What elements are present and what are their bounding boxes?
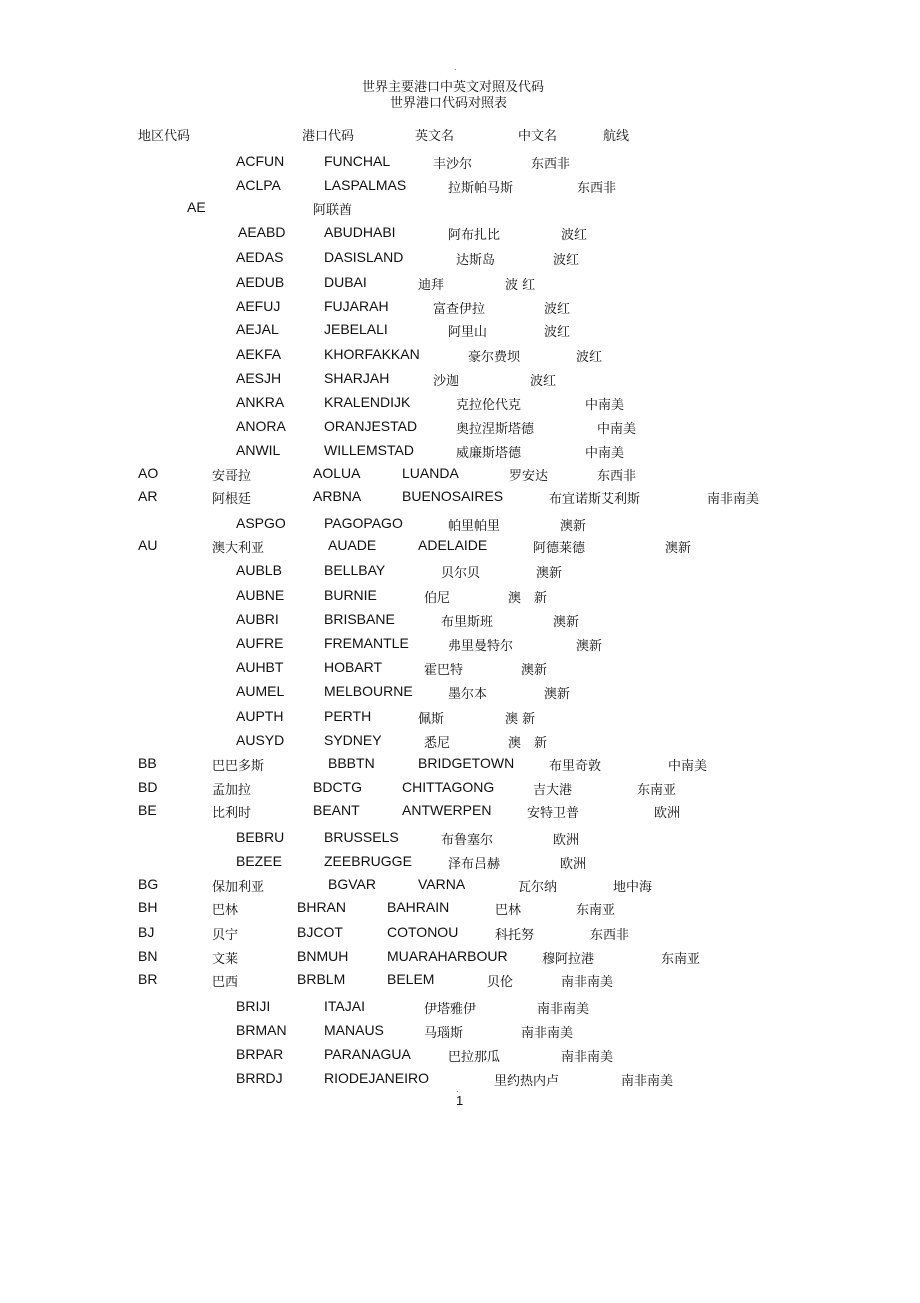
region-name: 澳大利亚 [212, 541, 265, 556]
region-name: 巴林 [212, 903, 239, 918]
port-code: AEJAL [236, 321, 279, 337]
route-name: 南非南美 [537, 1002, 590, 1017]
port-code: BEBRU [236, 829, 285, 845]
route-name: 东南亚 [661, 952, 701, 967]
route-name: 澳新 [553, 615, 580, 630]
route-name: 澳 新 [508, 591, 548, 606]
chinese-name: 伯尼 [424, 591, 451, 606]
region-code: BD [138, 779, 158, 795]
region-name: 保加利亚 [212, 880, 265, 895]
region-code: BH [138, 899, 158, 915]
english-name: BELLBAY [324, 562, 386, 578]
chinese-name: 弗里曼特尔 [448, 639, 514, 654]
chinese-name: 泽布吕赫 [448, 857, 501, 872]
chinese-name: 罗安达 [509, 469, 549, 484]
chinese-name: 布鲁塞尔 [441, 833, 494, 848]
route-name: 波红 [561, 228, 588, 243]
document-title: 世界主要港口中英文对照及代码 [362, 80, 545, 95]
port-code: BGVAR [328, 876, 376, 892]
header-port-code: 港口代码 [302, 129, 355, 144]
port-code: BEZEE [236, 853, 282, 869]
english-name: BRIDGETOWN [418, 755, 515, 771]
chinese-name: 丰沙尔 [433, 157, 473, 172]
chinese-name: 阿里山 [448, 325, 488, 340]
route-name: 南非南美 [621, 1074, 674, 1089]
route-name: 中南美 [585, 398, 625, 413]
english-name: FUJARAH [324, 298, 389, 314]
chinese-name: 佩斯 [418, 712, 445, 727]
chinese-name: 富查伊拉 [433, 302, 486, 317]
english-name: BURNIE [324, 587, 377, 603]
header-route: 航线 [603, 129, 630, 144]
english-name: WILLEMSTAD [324, 442, 414, 458]
english-name: ADELAIDE [418, 537, 488, 553]
port-code: ANORA [236, 418, 286, 434]
page-mark: . [456, 1084, 459, 1094]
chinese-name: 拉斯帕马斯 [448, 181, 514, 196]
port-code: AUFRE [236, 635, 284, 651]
region-code: BB [138, 755, 157, 771]
chinese-name: 奥拉涅斯塔德 [456, 422, 535, 437]
chinese-name: 阿布扎比 [448, 228, 501, 243]
route-name: 东西非 [597, 469, 637, 484]
chinese-name: 布里斯班 [441, 615, 494, 630]
chinese-name: 贝尔贝 [441, 566, 481, 581]
chinese-name: 帕里帕里 [448, 519, 501, 534]
header-chinese-name: 中文名 [518, 129, 558, 144]
port-code: AUSYD [236, 732, 285, 748]
chinese-name: 里约热内卢 [494, 1074, 560, 1089]
chinese-name: 阿德莱德 [533, 541, 586, 556]
route-name: 东西非 [590, 928, 630, 943]
region-code: AO [138, 465, 159, 481]
chinese-name: 霍巴特 [424, 663, 464, 678]
port-code: BJCOT [297, 924, 343, 940]
chinese-name: 沙迦 [433, 374, 460, 389]
header-region-code: 地区代码 [138, 129, 191, 144]
route-name: 南非南美 [707, 492, 760, 507]
route-name: 波红 [544, 325, 571, 340]
english-name: BRUSSELS [324, 829, 399, 845]
route-name: 波 红 [505, 278, 536, 293]
english-name: DASISLAND [324, 249, 404, 265]
region-name: 比利时 [212, 806, 252, 821]
route-name: 南非南美 [521, 1026, 574, 1041]
region-name: 安哥拉 [212, 469, 252, 484]
chinese-name: 布宜诺斯艾利斯 [549, 492, 641, 507]
port-code: BRPAR [236, 1046, 284, 1062]
port-code: BRIJI [236, 998, 271, 1014]
route-name: 澳 新 [508, 736, 548, 751]
chinese-name: 威廉斯塔德 [456, 446, 522, 461]
port-code: BRBLM [297, 971, 346, 987]
region-code: BE [138, 802, 157, 818]
english-name: MANAUS [324, 1022, 384, 1038]
port-code: AUBRI [236, 611, 279, 627]
port-code: AEDUB [236, 274, 285, 290]
english-name: JEBELALI [324, 321, 388, 337]
route-name: 南非南美 [561, 1050, 614, 1065]
route-name: 波红 [544, 302, 571, 317]
english-name: ABUDHABI [324, 224, 396, 240]
route-name: 东南亚 [637, 783, 677, 798]
chinese-name: 科托努 [495, 928, 535, 943]
chinese-name: 马瑙斯 [424, 1026, 464, 1041]
chinese-name: 贝伦 [487, 975, 514, 990]
english-name: SHARJAH [324, 370, 390, 386]
english-name: BUENOSAIRES [402, 488, 504, 504]
chinese-name: 豪尔费坝 [468, 350, 521, 365]
route-name: 澳 新 [505, 712, 536, 727]
route-name: 波红 [553, 253, 580, 268]
port-code: ARBNA [313, 488, 362, 504]
chinese-name: 穆阿拉港 [542, 952, 595, 967]
region-name: 贝宁 [212, 928, 239, 943]
english-name: FREMANTLE [324, 635, 409, 651]
english-name: PAGOPAGO [324, 515, 403, 531]
region-name: 孟加拉 [212, 783, 252, 798]
port-code: BHRAN [297, 899, 347, 915]
port-code: AEDAS [236, 249, 284, 265]
port-code: AUMEL [236, 683, 285, 699]
chinese-name: 迪拜 [418, 278, 445, 293]
region-name: 阿联酋 [313, 203, 353, 218]
route-name: 澳新 [536, 566, 563, 581]
port-code: AEFUJ [236, 298, 281, 314]
port-code: BRMAN [236, 1022, 287, 1038]
chinese-name: 达斯岛 [456, 253, 496, 268]
port-code: AUADE [328, 537, 377, 553]
port-code: BRRDJ [236, 1070, 283, 1086]
port-code: AESJH [236, 370, 282, 386]
english-name: CHITTAGONG [402, 779, 495, 795]
chinese-name: 伊塔雅伊 [424, 1002, 477, 1017]
region-code: AR [138, 488, 158, 504]
english-name: ZEEBRUGGE [324, 853, 412, 869]
english-name: KRALENDIJK [324, 394, 411, 410]
region-name: 阿根廷 [212, 492, 252, 507]
english-name: SYDNEY [324, 732, 382, 748]
port-code: BEANT [313, 802, 360, 818]
header-english-name: 英文名 [415, 129, 455, 144]
port-code: AEABD [238, 224, 286, 240]
port-code: AUBNE [236, 587, 285, 603]
english-name: RIODEJANEIRO [324, 1070, 430, 1086]
port-code: AEKFA [236, 346, 282, 362]
port-code: ANWIL [236, 442, 281, 458]
route-name: 欧洲 [654, 806, 681, 821]
english-name: LASPALMAS [324, 177, 407, 193]
top-mark: . [454, 62, 457, 72]
english-name: MUARAHARBOUR [387, 948, 508, 964]
route-name: 南非南美 [561, 975, 614, 990]
english-name: BAHRAIN [387, 899, 450, 915]
port-code: AUPTH [236, 708, 284, 724]
chinese-name: 安特卫普 [527, 806, 580, 821]
chinese-name: 克拉伦代克 [456, 398, 522, 413]
route-name: 地中海 [613, 880, 653, 895]
port-code: ACLPA [236, 177, 281, 193]
port-code: AUBLB [236, 562, 282, 578]
english-name: BRISBANE [324, 611, 395, 627]
region-code: BR [138, 971, 158, 987]
route-name: 中南美 [585, 446, 625, 461]
route-name: 东南亚 [576, 903, 616, 918]
port-code: BDCTG [313, 779, 362, 795]
region-name: 巴西 [212, 975, 239, 990]
route-name: 澳新 [576, 639, 603, 654]
chinese-name: 巴林 [495, 903, 522, 918]
english-name: ITAJAI [324, 998, 365, 1014]
route-name: 澳新 [521, 663, 548, 678]
route-name: 欧洲 [560, 857, 587, 872]
english-name: BELEM [387, 971, 435, 987]
route-name: 澳新 [665, 541, 692, 556]
region-code: BN [138, 948, 158, 964]
english-name: COTONOU [387, 924, 459, 940]
port-code: ASPGO [236, 515, 286, 531]
route-name: 中南美 [597, 422, 637, 437]
region-name: 巴巴多斯 [212, 759, 265, 774]
document-subtitle: 世界港口代码对照表 [390, 96, 508, 111]
english-name: VARNA [418, 876, 466, 892]
region-code: AE [187, 199, 206, 215]
route-name: 波红 [530, 374, 557, 389]
chinese-name: 瓦尔纳 [518, 880, 558, 895]
region-name: 文莱 [212, 952, 239, 967]
route-name: 东西非 [577, 181, 617, 196]
route-name: 中南美 [668, 759, 708, 774]
chinese-name: 悉尼 [424, 736, 451, 751]
chinese-name: 墨尔本 [448, 687, 488, 702]
page-number: 1 [456, 1093, 464, 1108]
port-code: AUHBT [236, 659, 284, 675]
english-name: ORANJESTAD [324, 418, 418, 434]
port-code: BBBTN [328, 755, 375, 771]
english-name: HOBART [324, 659, 383, 675]
english-name: LUANDA [402, 465, 459, 481]
chinese-name: 巴拉那瓜 [448, 1050, 501, 1065]
english-name: ANTWERPEN [402, 802, 492, 818]
english-name: DUBAI [324, 274, 367, 290]
region-code: BG [138, 876, 159, 892]
region-code: BJ [138, 924, 155, 940]
english-name: KHORFAKKAN [324, 346, 420, 362]
chinese-name: 布里奇敦 [549, 759, 602, 774]
region-code: AU [138, 537, 158, 553]
port-code: BNMUH [297, 948, 349, 964]
english-name: PARANAGUA [324, 1046, 411, 1062]
english-name: PERTH [324, 708, 372, 724]
port-code: ACFUN [236, 153, 285, 169]
route-name: 东西非 [531, 157, 571, 172]
chinese-name: 吉大港 [533, 783, 573, 798]
route-name: 澳新 [544, 687, 571, 702]
route-name: 欧洲 [553, 833, 580, 848]
english-name: FUNCHAL [324, 153, 391, 169]
port-code: ANKRA [236, 394, 285, 410]
route-name: 澳新 [560, 519, 587, 534]
english-name: MELBOURNE [324, 683, 413, 699]
port-code: AOLUA [313, 465, 361, 481]
route-name: 波红 [576, 350, 603, 365]
